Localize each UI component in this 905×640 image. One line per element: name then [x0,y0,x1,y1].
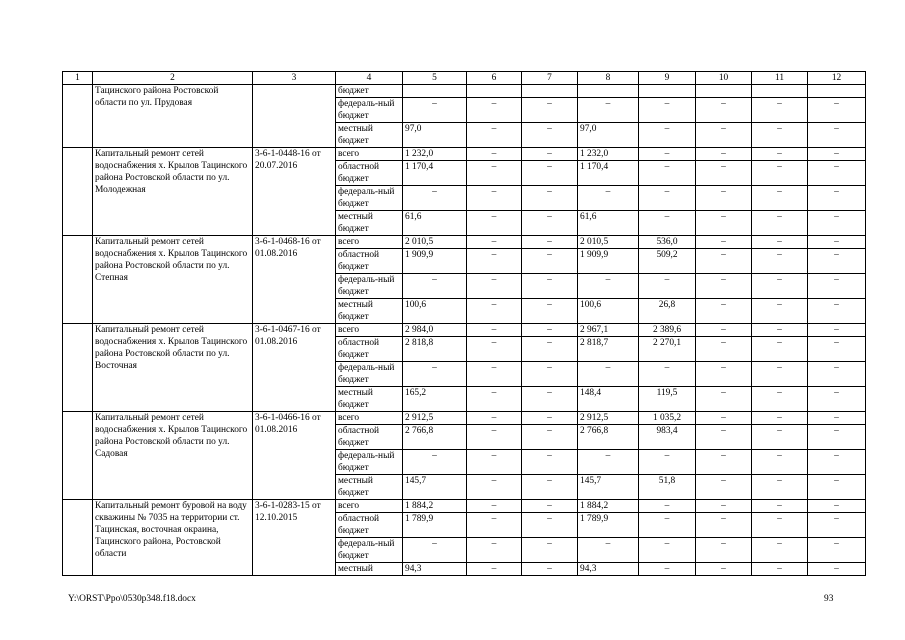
value-cell: – [808,337,866,362]
row-number-cell [63,85,93,148]
funding-source-cell: местный бюджет [336,123,403,148]
value-cell: – [752,299,808,324]
value-cell: – [522,148,578,161]
value-cell: 97,0 [578,123,639,148]
value-cell: – [639,362,696,387]
value-cell: – [467,274,522,299]
table-row [63,148,866,161]
value-cell: – [522,337,578,362]
value-cell: – [578,98,639,123]
document-code-cell: 3-6-1-0283-15 от 12.10.2015 [253,500,336,576]
value-cell: – [467,98,522,123]
value-cell: – [467,563,522,576]
value-cell: – [639,513,696,538]
value-cell [696,85,752,98]
value-cell: 2 967,1 [578,324,639,337]
value-cell: – [522,123,578,148]
value-cell: – [696,450,752,475]
value-cell: – [696,98,752,123]
value-cell: 145,7 [403,475,467,500]
value-cell: – [522,563,578,576]
value-cell: 536,0 [639,236,696,249]
funding-source-cell: всего [336,412,403,425]
value-cell: – [808,324,866,337]
value-cell: 509,2 [639,249,696,274]
object-name-cell: Капитальный ремонт сетей водоснабжения х. Крылов Тацинского района Ростовской области по ул. Степная [93,236,253,324]
value-cell: 2 984,0 [403,324,467,337]
value-cell: – [808,211,866,236]
value-cell: – [403,450,467,475]
value-cell: – [522,98,578,123]
value-cell: – [522,324,578,337]
value-cell [522,85,578,98]
header-cell-3: 3 [253,72,336,85]
value-cell: – [403,274,467,299]
document-code-cell: 3-6-1-0466-16 от 01.08.2016 [253,412,336,500]
value-cell: – [696,324,752,337]
value-cell: – [808,475,866,500]
value-cell: – [639,98,696,123]
value-cell: – [752,563,808,576]
header-cell-6: 6 [467,72,522,85]
funding-source-cell: областной бюджет [336,249,403,274]
value-cell: – [752,324,808,337]
value-cell: – [522,387,578,412]
value-cell [639,85,696,98]
value-cell: – [752,98,808,123]
value-cell: – [752,236,808,249]
value-cell: 1 884,2 [578,500,639,513]
value-cell: – [578,538,639,563]
value-cell: – [522,425,578,450]
value-cell: 165,2 [403,387,467,412]
value-cell: – [578,450,639,475]
value-cell: – [522,538,578,563]
value-cell: – [578,362,639,387]
document-code-cell: 3-6-1-0467-16 от 01.08.2016 [253,324,336,412]
value-cell: 1 789,9 [578,513,639,538]
funding-source-cell: всего [336,148,403,161]
row-number-cell [63,236,93,324]
value-cell: – [522,186,578,211]
value-cell: – [578,274,639,299]
header-cell-8: 8 [578,72,639,85]
value-cell: 1 170,4 [403,161,467,186]
value-cell: 1 035,2 [639,412,696,425]
funding-source-cell: областной бюджет [336,337,403,362]
row-number-cell [63,412,93,500]
value-cell: – [522,274,578,299]
value-cell: – [467,148,522,161]
value-cell [403,85,467,98]
value-cell: – [467,123,522,148]
value-cell: – [403,98,467,123]
header-cell-5: 5 [403,72,467,85]
value-cell: 100,6 [403,299,467,324]
value-cell: – [522,475,578,500]
value-cell: – [639,186,696,211]
row-number-cell [63,148,93,236]
value-cell: – [467,299,522,324]
value-cell: – [752,337,808,362]
value-cell: – [467,475,522,500]
funding-source-cell: местный бюджет [336,387,403,412]
funding-source-cell: всего [336,500,403,513]
object-name-cell: Тацинского района Ростовской области по ул. Прудовая [93,85,253,148]
funding-source-cell: федераль-ный бюджет [336,538,403,563]
value-cell: – [467,450,522,475]
value-cell: – [808,450,866,475]
value-cell: – [467,186,522,211]
value-cell: 1 909,9 [578,249,639,274]
funding-source-cell: бюджет [336,85,403,98]
funding-source-cell: федераль-ный бюджет [336,274,403,299]
value-cell: – [522,450,578,475]
value-cell: 94,3 [578,563,639,576]
value-cell: 2 010,5 [578,236,639,249]
value-cell: 2 912,5 [578,412,639,425]
value-cell: – [808,123,866,148]
value-cell: – [467,412,522,425]
value-cell: – [808,274,866,299]
funding-source-cell: областной бюджет [336,425,403,450]
value-cell: – [403,362,467,387]
value-cell: – [808,249,866,274]
value-cell: 100,6 [578,299,639,324]
header-cell-11: 11 [752,72,808,85]
value-cell: – [578,186,639,211]
value-cell: – [639,563,696,576]
header-cell-12: 12 [808,72,866,85]
value-cell: – [696,299,752,324]
value-cell: – [467,362,522,387]
value-cell: – [696,148,752,161]
page-number: 93 [824,594,834,604]
value-cell: – [522,412,578,425]
value-cell: – [467,236,522,249]
table-row [63,85,866,98]
value-cell: – [752,387,808,412]
value-cell: – [752,425,808,450]
header-cell-1: 1 [63,72,93,85]
value-cell: – [696,387,752,412]
value-cell: – [696,425,752,450]
value-cell [808,85,866,98]
value-cell: – [696,563,752,576]
funding-source-cell: местный бюджет [336,475,403,500]
value-cell: 2 766,8 [578,425,639,450]
value-cell: – [403,538,467,563]
row-number-cell [63,324,93,412]
value-cell: 1 232,0 [578,148,639,161]
value-cell: 2 389,6 [639,324,696,337]
value-cell: 2 818,8 [403,337,467,362]
value-cell: – [752,475,808,500]
value-cell: – [752,538,808,563]
value-cell: – [696,274,752,299]
value-cell: – [752,500,808,513]
value-cell: – [639,148,696,161]
value-cell: – [639,274,696,299]
funding-source-cell: областной бюджет [336,161,403,186]
value-cell: – [522,211,578,236]
value-cell: – [696,362,752,387]
value-cell: 1 170,4 [578,161,639,186]
value-cell: – [696,513,752,538]
value-cell: – [752,362,808,387]
value-cell: 2 010,5 [403,236,467,249]
object-name-cell: Капитальный ремонт сетей водоснабжения х. Крылов Тацинского района Ростовской области по ул. Восточная [93,324,253,412]
value-cell: – [696,236,752,249]
value-cell: – [808,412,866,425]
value-cell: 1 789,9 [403,513,467,538]
value-cell: – [467,500,522,513]
value-cell: 1 909,9 [403,249,467,274]
row-number-cell [63,500,93,576]
value-cell [752,85,808,98]
value-cell: – [752,450,808,475]
file-path: Y:\ORST\Ppo\0530p348.f18.docx [68,594,196,604]
value-cell [467,85,522,98]
value-cell: – [752,186,808,211]
value-cell: – [639,500,696,513]
value-cell: 94,3 [403,563,467,576]
value-cell: – [808,513,866,538]
value-cell: – [696,249,752,274]
funding-source-cell: местный бюджет [336,211,403,236]
value-cell: – [403,186,467,211]
value-cell: – [522,161,578,186]
value-cell: – [467,425,522,450]
funding-source-cell: федераль-ный бюджет [336,450,403,475]
value-cell: – [808,387,866,412]
value-cell: 983,4 [639,425,696,450]
value-cell: – [522,299,578,324]
value-cell: – [752,123,808,148]
value-cell: – [752,513,808,538]
value-cell: – [808,425,866,450]
value-cell: 1 884,2 [403,500,467,513]
funding-source-cell: всего [336,236,403,249]
value-cell: 148,4 [578,387,639,412]
value-cell: – [808,161,866,186]
header-cell-2: 2 [93,72,253,85]
value-cell: – [808,362,866,387]
value-cell: 2 912,5 [403,412,467,425]
value-cell: – [696,538,752,563]
table-row [63,236,866,249]
value-cell: 2 818,7 [578,337,639,362]
budget-table [62,71,866,576]
value-cell: – [808,299,866,324]
value-cell: – [752,274,808,299]
value-cell: – [467,538,522,563]
value-cell: – [467,161,522,186]
header-cell-9: 9 [639,72,696,85]
document-code-cell: 3-6-1-0448-16 от 20.07.2016 [253,148,336,236]
value-cell: – [522,236,578,249]
value-cell: – [522,249,578,274]
value-cell: – [808,148,866,161]
table-row [63,500,866,513]
value-cell: 145,7 [578,475,639,500]
value-cell: – [639,161,696,186]
table-row [63,412,866,425]
value-cell: – [467,249,522,274]
value-cell: – [467,513,522,538]
value-cell: – [696,211,752,236]
object-name-cell: Капитальный ремонт сетей водоснабжения х. Крылов Тацинского района Ростовской области по ул. Молодежная [93,148,253,236]
value-cell: 97,0 [403,123,467,148]
value-cell: 2 270,1 [639,337,696,362]
value-cell: – [752,161,808,186]
funding-source-cell: всего [336,324,403,337]
value-cell: – [696,475,752,500]
value-cell: – [639,123,696,148]
value-cell: – [808,236,866,249]
table-body [63,72,866,576]
object-name-cell: Капитальный ремонт сетей водоснабжения х. Крылов Тацинского района Ростовской области по ул. Садовая [93,412,253,500]
funding-source-cell: областной бюджет [336,513,403,538]
header-row [63,72,866,85]
value-cell: – [467,211,522,236]
value-cell: – [696,186,752,211]
document-code-cell [253,85,336,148]
value-cell [578,85,639,98]
header-cell-4: 4 [336,72,403,85]
value-cell: 61,6 [403,211,467,236]
value-cell: – [808,563,866,576]
value-cell: – [639,450,696,475]
value-cell: 51,8 [639,475,696,500]
value-cell: 61,6 [578,211,639,236]
funding-source-cell: федераль-ный бюджет [336,186,403,211]
value-cell: – [752,249,808,274]
value-cell: – [752,148,808,161]
value-cell: – [696,161,752,186]
header-cell-7: 7 [522,72,578,85]
document-code-cell: 3-6-1-0468-16 от 01.08.2016 [253,236,336,324]
header-cell-10: 10 [696,72,752,85]
value-cell: – [808,500,866,513]
value-cell: – [808,186,866,211]
funding-source-cell: федераль-ный бюджет [336,98,403,123]
value-cell: – [696,500,752,513]
value-cell: – [696,337,752,362]
funding-source-cell: местный [336,563,403,576]
value-cell: – [696,123,752,148]
value-cell: 2 766,8 [403,425,467,450]
funding-source-cell: федераль-ный бюджет [336,362,403,387]
object-name-cell: Капитальный ремонт буровой на воду скважины № 7035 на территории ст. Тацинская, восточная окраина, Тацинского района, Ростовской области [93,500,253,576]
table-row [63,324,866,337]
value-cell: – [752,211,808,236]
value-cell: – [522,513,578,538]
value-cell: – [522,500,578,513]
value-cell: – [752,412,808,425]
value-cell: – [639,538,696,563]
value-cell: – [808,538,866,563]
funding-source-cell: местный бюджет [336,299,403,324]
value-cell: – [467,324,522,337]
value-cell: – [522,362,578,387]
value-cell: – [467,337,522,362]
value-cell: – [639,211,696,236]
value-cell: 1 232,0 [403,148,467,161]
value-cell: – [808,98,866,123]
value-cell: 119,5 [639,387,696,412]
value-cell: 26,8 [639,299,696,324]
value-cell: – [696,412,752,425]
value-cell: – [467,387,522,412]
